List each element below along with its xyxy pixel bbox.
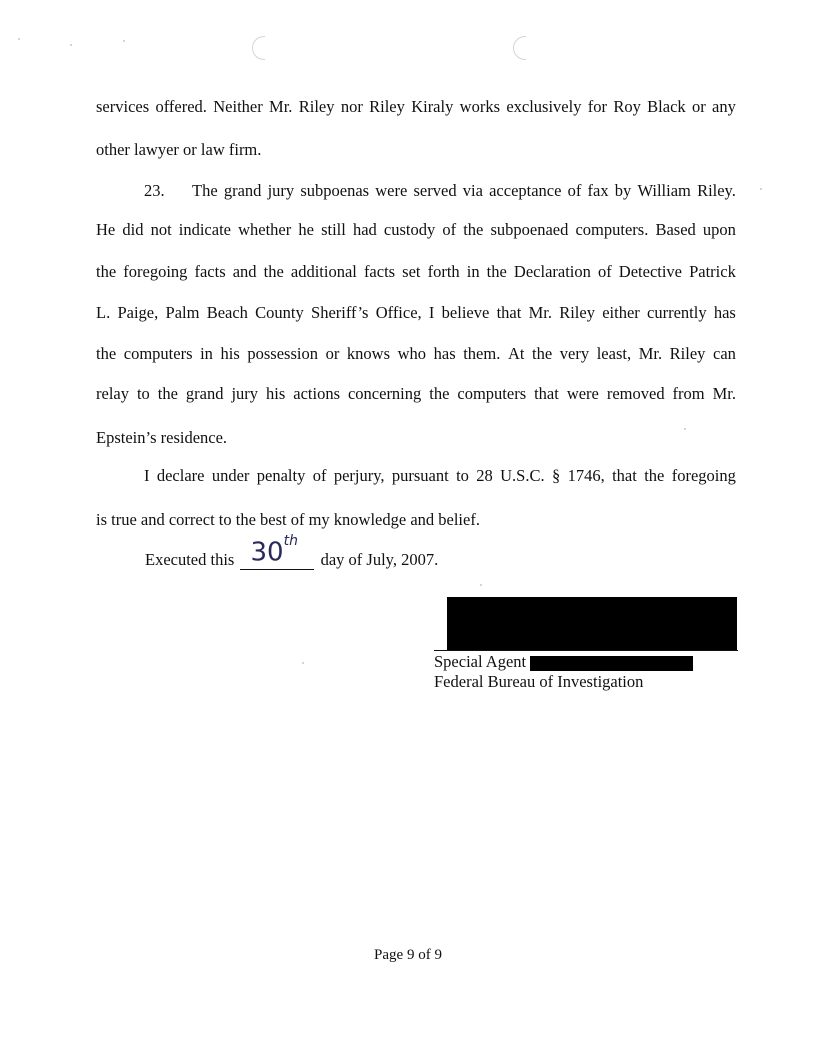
- paragraph-23-line-1: [144, 181, 736, 201]
- word: who: [397, 344, 427, 363]
- word: Riley: [669, 344, 706, 363]
- word: the: [429, 384, 450, 403]
- word: that: [496, 303, 522, 322]
- paragraph-23-line-6: [96, 384, 736, 404]
- word: whether: [238, 220, 292, 239]
- word: the: [96, 344, 117, 363]
- word: Based: [655, 220, 696, 239]
- punch-hole-mark: [513, 36, 526, 60]
- word: He: [96, 220, 116, 239]
- paragraph-23-line-2: [96, 220, 736, 240]
- word: Sheriff’s: [311, 303, 369, 322]
- word: by: [614, 181, 632, 200]
- word: Black: [647, 97, 686, 116]
- executed-prefix: Executed this: [145, 550, 235, 569]
- paragraph-number: 23.: [144, 181, 165, 200]
- scan-speck: [18, 38, 20, 40]
- word: served: [413, 181, 457, 200]
- word: to: [456, 466, 469, 485]
- word: Kiraly: [411, 97, 454, 116]
- paragraph-22-line-2: other lawyer or law firm.: [96, 140, 262, 159]
- word: or: [325, 344, 340, 363]
- word: facts: [363, 262, 396, 281]
- word: Detective: [618, 262, 683, 281]
- word: or: [691, 97, 706, 116]
- word: perjury,: [333, 466, 385, 485]
- word: either: [602, 303, 640, 322]
- word: I: [144, 466, 150, 485]
- word: Riley: [559, 303, 595, 322]
- word: of: [312, 466, 327, 485]
- punch-hole-mark: [252, 36, 265, 60]
- word: the: [263, 262, 284, 281]
- word: of: [442, 220, 457, 239]
- word: jury: [267, 181, 295, 200]
- word: indicate: [178, 220, 231, 239]
- word: foregoing: [123, 262, 188, 281]
- word: offered.: [155, 97, 207, 116]
- word: grand: [223, 181, 262, 200]
- signature-agency: Federal Bureau of Investigation: [434, 672, 644, 691]
- word: forth: [427, 262, 460, 281]
- word: pursuant: [391, 466, 449, 485]
- word: Mr.: [528, 303, 552, 322]
- signature-line: [434, 650, 738, 651]
- paragraph-22-line-1: [96, 97, 736, 117]
- word: that: [534, 384, 559, 403]
- word: the: [486, 262, 507, 281]
- word: 1746,: [567, 466, 605, 485]
- word: Declaration: [513, 262, 591, 281]
- word: did: [122, 220, 144, 239]
- word: and: [232, 262, 257, 281]
- word: grand: [185, 384, 224, 403]
- word: has: [713, 303, 736, 322]
- word: removed: [606, 384, 665, 403]
- word: still: [321, 220, 346, 239]
- word: believe: [441, 303, 490, 322]
- word: set: [402, 262, 421, 281]
- word: upon: [702, 220, 736, 239]
- word: computers.: [575, 220, 649, 239]
- paragraph-23-line-5: [96, 344, 736, 364]
- word: them.: [463, 344, 501, 363]
- word: the: [157, 384, 178, 403]
- word: Riley: [298, 97, 335, 116]
- executed-suffix: day of July, 2007.: [320, 550, 439, 569]
- word: from: [672, 384, 705, 403]
- date-blank: [240, 533, 314, 570]
- word: of: [597, 262, 612, 281]
- word: the: [463, 220, 484, 239]
- declaration-line-2: is true and correct to the best of my knowledge and belief.: [96, 510, 480, 529]
- word: nor: [340, 97, 363, 116]
- word: to: [136, 384, 150, 403]
- name-redaction: [530, 656, 693, 671]
- word: very: [559, 344, 590, 363]
- word: Neither: [213, 97, 263, 116]
- word: services: [96, 97, 150, 116]
- word: Beach: [206, 303, 248, 322]
- word: the: [644, 466, 665, 485]
- word: can: [713, 344, 736, 363]
- word: currently: [647, 303, 707, 322]
- handwritten-day: 30th: [250, 533, 298, 568]
- word: concerning: [347, 384, 422, 403]
- word: subpoenas: [300, 181, 370, 200]
- paragraph-23-line-4: [96, 303, 736, 323]
- word: actions: [293, 384, 340, 403]
- executed-line: [145, 533, 439, 570]
- word: the: [96, 262, 117, 281]
- signature-title: Special Agent: [434, 652, 693, 672]
- word: U.S.C.: [500, 466, 545, 485]
- word: via: [462, 181, 483, 200]
- word: in: [200, 344, 213, 363]
- word: facts: [194, 262, 226, 281]
- word: 28: [476, 466, 493, 485]
- word: Palm: [165, 303, 200, 322]
- scan-speck: [760, 188, 762, 190]
- word: were: [375, 181, 408, 200]
- word: he: [298, 220, 314, 239]
- paragraph-23-line-7: Epstein’s residence.: [96, 428, 228, 447]
- word: acceptance: [489, 181, 562, 200]
- word: computers: [457, 384, 527, 403]
- paragraph-23-line-3: [96, 262, 736, 282]
- word: The: [192, 181, 218, 200]
- word: his: [266, 384, 286, 403]
- word: fax: [587, 181, 609, 200]
- word: jury: [231, 384, 259, 403]
- word: his: [220, 344, 240, 363]
- word: foregoing: [671, 466, 736, 485]
- word: Patrick: [689, 262, 736, 281]
- word: exclusively: [506, 97, 582, 116]
- word: penalty: [256, 466, 306, 485]
- word: that: [612, 466, 637, 485]
- word: any: [712, 97, 736, 116]
- word: Mr.: [712, 384, 736, 403]
- word: §: [551, 466, 561, 485]
- word: under: [211, 466, 250, 485]
- word: William: [637, 181, 691, 200]
- page-footer: Page 9 of 9: [374, 947, 442, 963]
- word: relay: [96, 384, 129, 403]
- word: the: [532, 344, 553, 363]
- scan-speck: [302, 662, 304, 664]
- word: Riley.: [697, 181, 736, 200]
- word: not: [150, 220, 172, 239]
- word: works: [459, 97, 500, 116]
- word: Riley: [369, 97, 405, 116]
- word: I: [428, 303, 435, 322]
- word: Roy: [613, 97, 641, 116]
- word: has: [433, 344, 456, 363]
- word: additional: [290, 262, 357, 281]
- word: of: [567, 181, 582, 200]
- word: for: [587, 97, 608, 116]
- declaration-line-1: [144, 466, 736, 486]
- word: in: [466, 262, 480, 281]
- word: Mr.: [269, 97, 293, 116]
- word: L.: [96, 303, 111, 322]
- word: Paige,: [117, 303, 159, 322]
- word: possession: [247, 344, 318, 363]
- signature-redaction: [447, 597, 737, 650]
- word: Office,: [375, 303, 422, 322]
- word: subpoenaed: [490, 220, 569, 239]
- word: least,: [596, 344, 632, 363]
- word: County: [255, 303, 304, 322]
- word: declare: [156, 466, 205, 485]
- scan-speck: [480, 584, 482, 586]
- word: computers: [123, 344, 193, 363]
- word: knows: [346, 344, 391, 363]
- scan-speck: [123, 40, 125, 42]
- word: had: [352, 220, 377, 239]
- word: were: [566, 384, 599, 403]
- word: At: [507, 344, 525, 363]
- word: Mr.: [638, 344, 663, 363]
- word: custody: [383, 220, 436, 239]
- scan-speck: [70, 44, 72, 46]
